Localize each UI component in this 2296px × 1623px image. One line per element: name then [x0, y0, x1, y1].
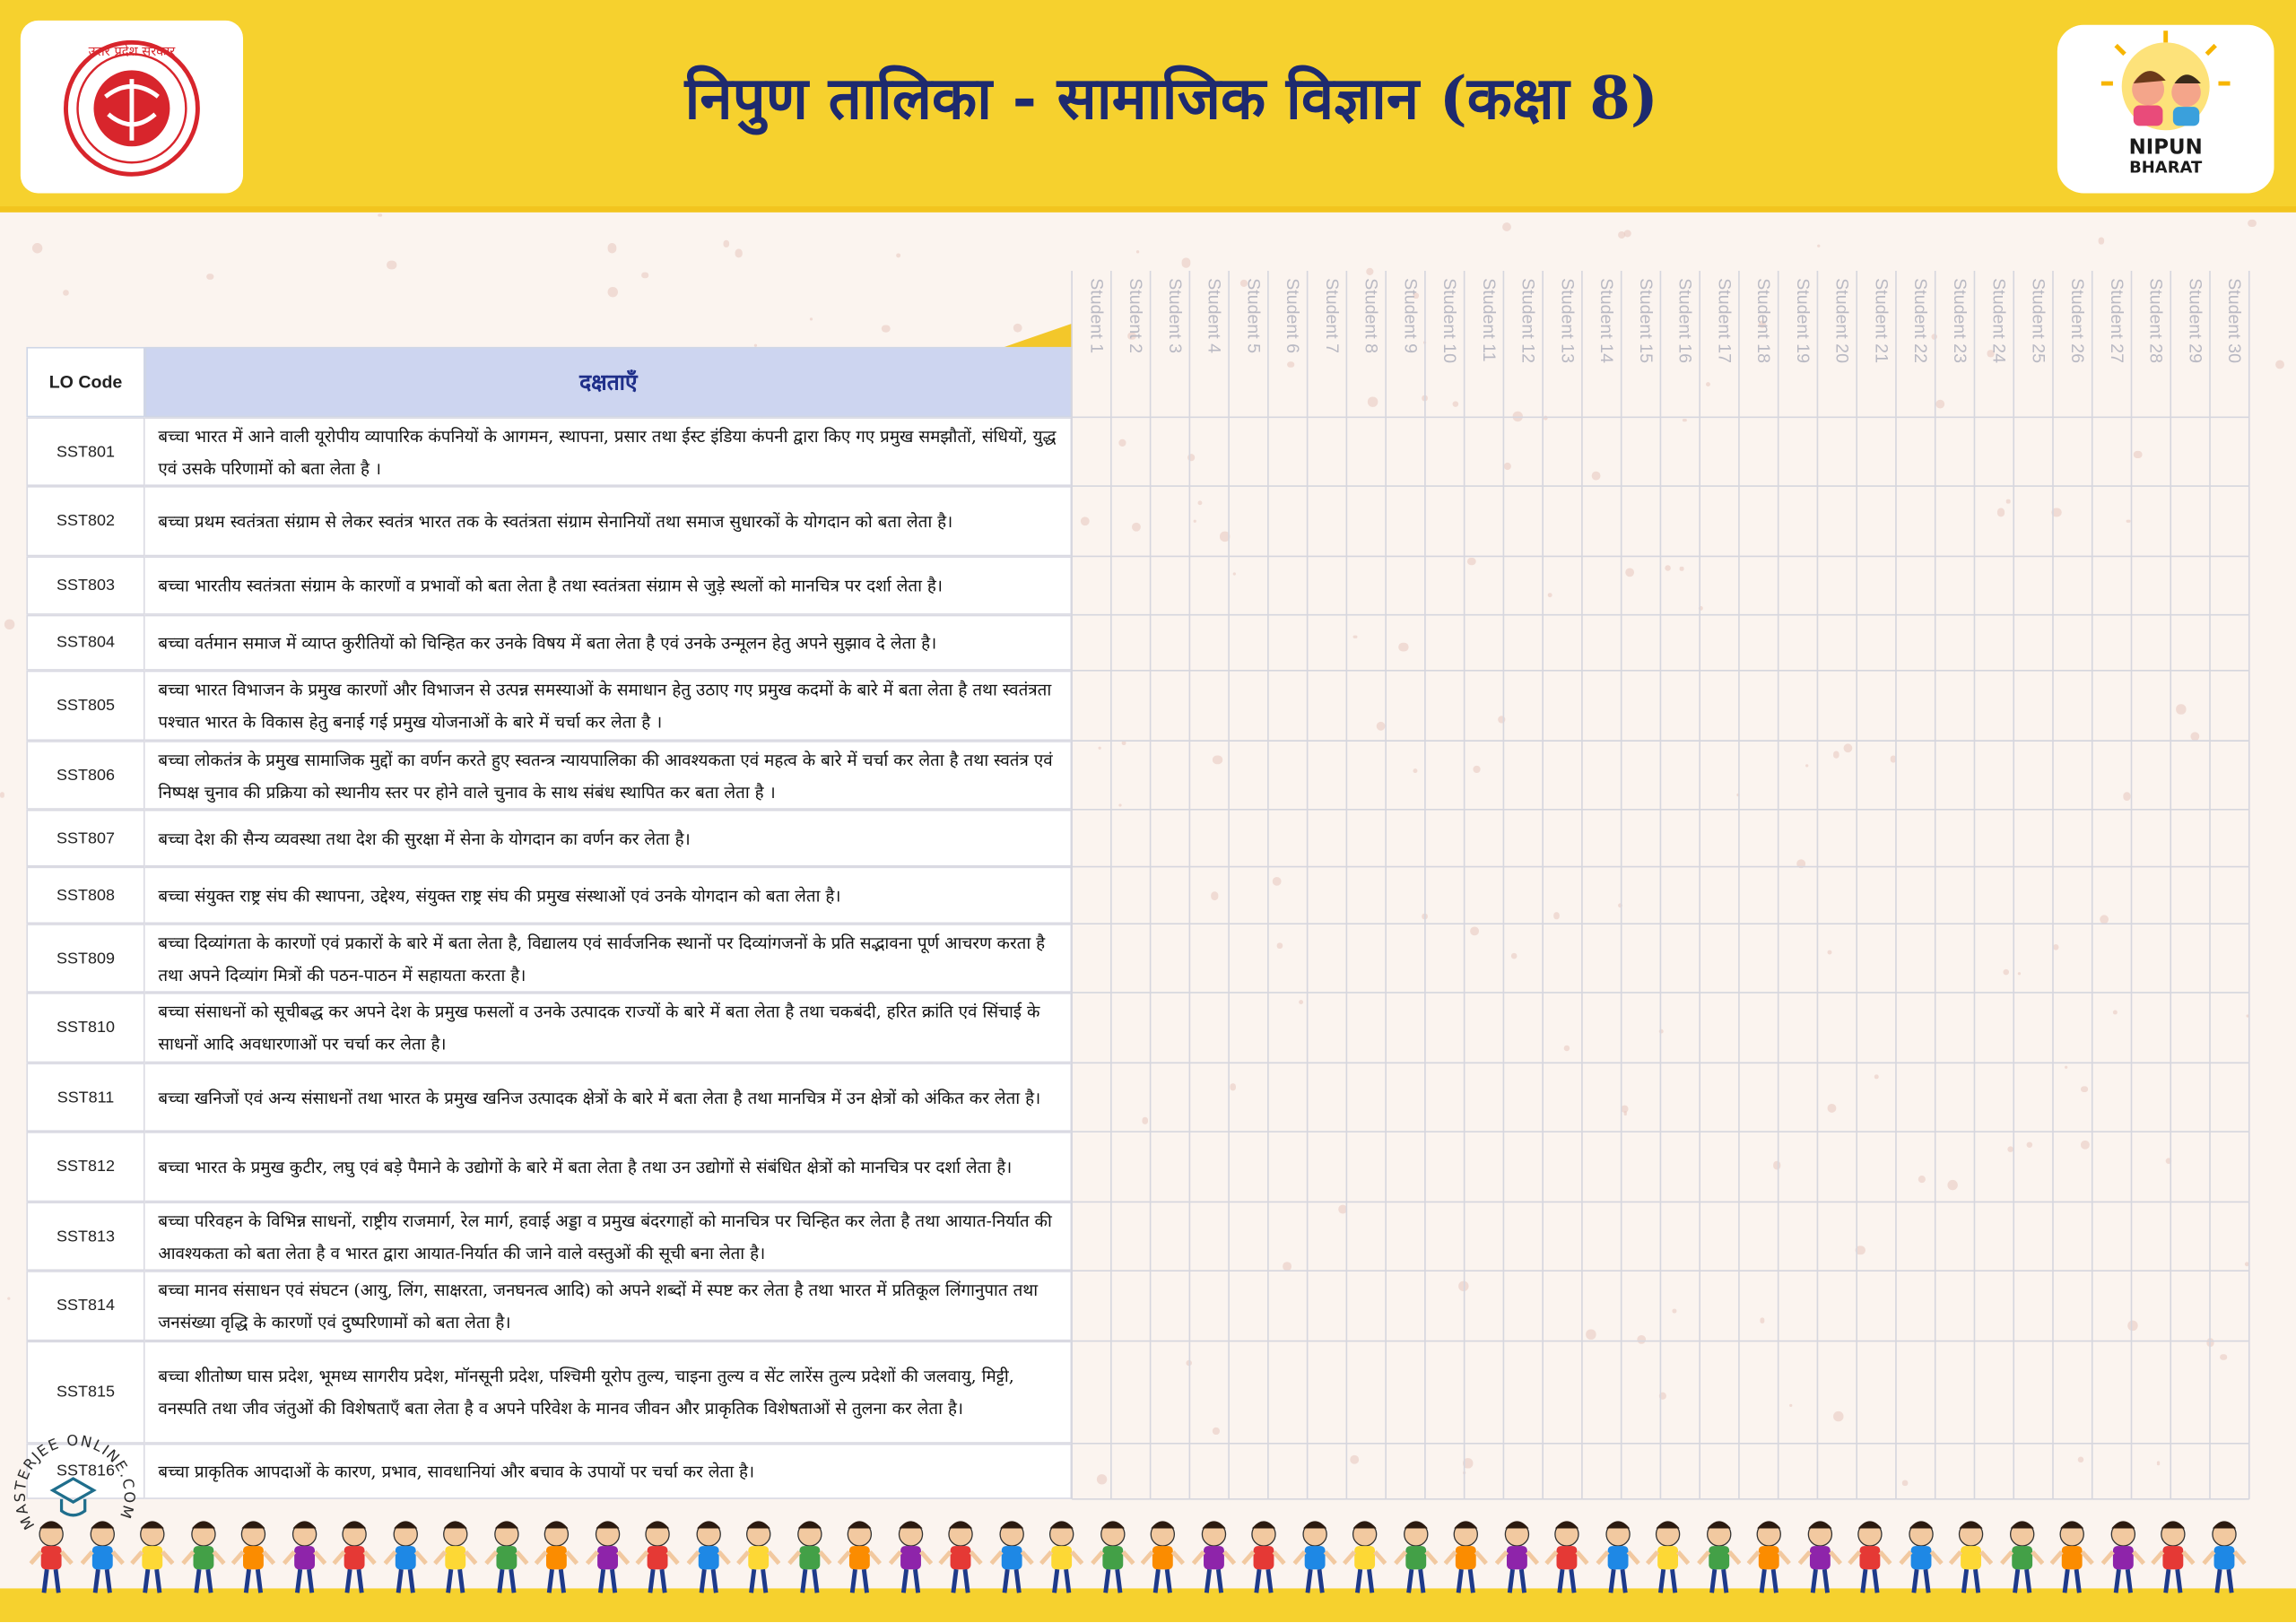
child-figure — [1444, 1520, 1488, 1601]
child-figure — [2151, 1520, 2195, 1601]
competency-text-cell: बच्चा परिवहन के विभिन्न साधनों, राष्ट्रीय राजमार्ग, रेल मार्ग, हवाई अड्डा व प्रमुख बंदरगाहों को मानचित्र पर चिन्हित कर लेता है तथा आयात-निर्यात की आवश्यकता को बता लेता है व भारत द्वारा आयात-निर्यात की जाने वाले वस्तुओं की सूची बना लेता है। — [145, 1202, 1072, 1271]
student-column-header: Student 6 — [1283, 278, 1304, 354]
student-column-header: Student 3 — [1164, 278, 1186, 354]
child-figure — [1696, 1520, 1740, 1601]
competency-text-cell: बच्चा वर्तमान समाज में व्याप्त कुरीतियों को चिन्हित कर उनके विषय में बता लेता है एवं उनके उन्मूलन हेतु अपने सुझाव दे लेता है। — [145, 615, 1072, 671]
page-title: निपुण तालिका - सामाजिक विज्ञान (कक्षा 8) — [684, 64, 1658, 134]
student-column-header: Student 19 — [1793, 278, 1813, 363]
lo-code-cell: SST804 — [26, 615, 144, 671]
lo-code-cell: SST813 — [26, 1202, 144, 1271]
student-column-header: Student 22 — [1910, 278, 1932, 363]
competency-text-cell: बच्चा संयुक्त राष्ट्र संघ की स्थापना, उद्देश्य, संयुक्त राष्ट्र संघ की प्रमुख संस्थाओं एवं उनके योगदान को बता लेता है। — [145, 867, 1072, 924]
skills-header: दक्षताएँ — [145, 347, 1072, 417]
lo-code-cell: SST809 — [26, 924, 144, 993]
student-column-header: Student 23 — [1950, 278, 1970, 363]
lo-code-cell: SST806 — [26, 741, 144, 810]
lo-code-cell: SST810 — [26, 993, 144, 1063]
student-column-header: Student 20 — [1831, 278, 1853, 363]
student-column-header: Student 28 — [2145, 278, 2167, 363]
child-figure — [838, 1520, 882, 1601]
child-figure — [989, 1520, 1033, 1601]
student-column-header: Student 16 — [1674, 278, 1696, 363]
lo-code-cell: SST816 — [26, 1444, 144, 1499]
student-column-header: Student 27 — [2107, 278, 2127, 363]
masterjee-watermark — [9, 1423, 141, 1555]
student-column-header: Student 9 — [1400, 278, 1422, 354]
lo-code-cell: SST801 — [26, 417, 144, 486]
student-column-header: Student 25 — [2028, 278, 2049, 363]
child-figure — [433, 1520, 477, 1601]
lo-code-cell: SST802 — [26, 486, 144, 556]
svg-text:NIPUN: NIPUN — [2128, 135, 2203, 160]
student-column-header: Student 7 — [1321, 278, 1343, 354]
child-figure — [585, 1520, 629, 1601]
child-figure — [1039, 1520, 1083, 1601]
child-figure — [535, 1520, 578, 1601]
competency-text-cell: बच्चा प्राकृतिक आपदाओं के कारण, प्रभाव, सावधानियां और बचाव के उपायों पर चर्चा कर लेता है। — [145, 1444, 1072, 1499]
child-figure — [888, 1520, 932, 1601]
child-figure — [1494, 1520, 1538, 1601]
competency-text-cell: बच्चा मानव संसाधन एवं संघटन (आयु, लिंग, साक्षरता, जनघनत्व आदि) को अपने शब्दों में स्पष्ट कर लेता है तथा भारत में प्रतिकूल लिंगानुपात तथा जनसंख्या वृद्धि के कारणों एवं दुष्परिणामों को बता लेता है। — [145, 1271, 1072, 1341]
child-figure — [1999, 1520, 2043, 1601]
child-figure — [333, 1520, 377, 1601]
child-figure — [181, 1520, 225, 1601]
child-figure — [2050, 1520, 2094, 1601]
lo-code-cell: SST808 — [26, 867, 144, 924]
lo-code-cell: SST803 — [26, 556, 144, 614]
svg-text:MASTERJEE ONLINE.COM: MASTERJEE ONLINE.COM — [11, 1431, 139, 1533]
child-figure — [383, 1520, 427, 1601]
child-figure — [1191, 1520, 1235, 1601]
child-figure — [1848, 1520, 1892, 1601]
student-column-header: Student 21 — [1871, 278, 1892, 363]
student-column-header: Student 15 — [1635, 278, 1657, 363]
competency-text-cell: बच्चा दिव्यांगता के कारणों एवं प्रकारों के बारे में बता लेता है, विद्यालय एवं सार्वजनिक स्थानों पर दिव्यांगजनों के प्रति सद्भावना पूर्ण आचरण करता है तथा अपने दिव्यांग मित्रों की पठन-पाठन में सहायता करता है। — [145, 924, 1072, 993]
svg-text:BHARAT: BHARAT — [2129, 158, 2203, 178]
child-figure — [1596, 1520, 1639, 1601]
student-column-header: Student 26 — [2067, 278, 2089, 363]
child-figure — [1899, 1520, 1943, 1601]
student-column-header: Student 29 — [2185, 278, 2206, 363]
lo-code-cell: SST812 — [26, 1132, 144, 1202]
lo-code-cell: SST807 — [26, 810, 144, 867]
lo-code-cell: SST814 — [26, 1271, 144, 1341]
child-figure — [1949, 1520, 1993, 1601]
competency-text-cell: बच्चा भारत के प्रमुख कुटीर, लघु एवं बड़े पैमाने के उद्योगों के बारे में बता लेता है तथा उन उद्योगों से संबंधित क्षेत्रों को मानचित्र पर दर्शा लेता है। — [145, 1132, 1072, 1202]
child-figure — [1544, 1520, 1588, 1601]
child-figure — [1292, 1520, 1336, 1601]
lo-code-cell: SST815 — [26, 1341, 144, 1444]
child-figure — [282, 1520, 326, 1601]
competency-text-cell: बच्चा देश की सैन्य व्यवस्था तथा देश की सुरक्षा में सेना के योगदान का वर्णन कर लेता है। — [145, 810, 1072, 867]
competency-text-cell: बच्चा शीतोष्ण घास प्रदेश, भूमध्य सागरीय प्रदेश, मॉनसूनी प्रदेश, पश्चिमी यूरोप तुल्य, चाइना तुल्य व सेंट लारेंस तुल्य प्रदेशों की जलवायु, मिट्टी, वनस्पति तथा जीव जंतुओं की विशेषताएँ बता लेता है व अपने परिवेश के मानव जीवन और प्राकृतिक विशेषताओं से तुलना कर लेता है। — [145, 1341, 1072, 1444]
student-column-header: Student 8 — [1361, 278, 1382, 354]
student-column-header: Student 5 — [1243, 278, 1265, 354]
student-column-header: Student 14 — [1596, 278, 1618, 363]
child-figure — [736, 1520, 780, 1601]
child-figure — [1393, 1520, 1437, 1601]
competency-text-cell: बच्चा भारत विभाजन के प्रमुख कारणों और विभाजन से उत्पन्न समस्याओं के समाधान हेतु उठाए गए प्रमुख कदमों के बारे में बता लेता है तथा स्वतंत्रता पश्चात भारत के विकास हेतु बनाई गई प्रमुख योजनाओं के बारे में चर्चा कर लेता है । — [145, 671, 1072, 741]
child-figure — [1241, 1520, 1285, 1601]
student-column-header: Student 17 — [1714, 278, 1735, 363]
lo-code-cell: SST805 — [26, 671, 144, 741]
student-column-header: Student 12 — [1518, 278, 1539, 363]
child-figure — [1646, 1520, 1690, 1601]
child-figure — [1797, 1520, 1841, 1601]
student-column-header: Student 4 — [1204, 278, 1225, 354]
competency-text-cell: बच्चा खनिजों एवं अन्य संसाधनों तथा भारत के प्रमुख खनिज उत्पादक क्षेत्रों के बारे में बता लेता है तथा मानचित्र में उन क्षेत्रों को अंकित कर लेता है। — [145, 1063, 1072, 1132]
competency-text-cell: बच्चा भारतीय स्वतंत्रता संग्राम के कारणों व प्रभावों को बता लेता है तथा स्वतंत्रता संग्राम से जुड़े स्थलों को मानचित्र पर दर्शा लेता है। — [145, 556, 1072, 614]
child-figure — [787, 1520, 831, 1601]
child-figure — [2202, 1520, 2246, 1601]
child-figure — [1091, 1520, 1135, 1601]
svg-text:उत्तर प्रदेश सरकार: उत्तर प्रदेश सरकार — [88, 44, 176, 60]
student-column-header: Student 30 — [2224, 278, 2246, 363]
child-figure — [1141, 1520, 1185, 1601]
lo-code-header: LO Code — [26, 347, 144, 417]
student-column-header: Student 1 — [1086, 278, 1108, 354]
child-figure — [484, 1520, 528, 1601]
student-column-header: Student 10 — [1439, 278, 1461, 363]
lo-code-cell: SST811 — [26, 1063, 144, 1132]
student-column-header: Student 11 — [1478, 278, 1500, 362]
student-column-header: Student 2 — [1126, 278, 1147, 354]
child-figure — [2100, 1520, 2144, 1601]
student-column-header: Student 24 — [1988, 278, 2010, 363]
child-figure — [939, 1520, 983, 1601]
competency-text-cell: बच्चा प्रथम स्वतंत्रता संग्राम से लेकर स्वतंत्र भारत तक के स्वतंत्रता संग्राम सेनानियों तथा समाज सुधारकों के योगदान को बता लेता है। — [145, 486, 1072, 556]
child-figure — [231, 1520, 275, 1601]
child-figure — [636, 1520, 680, 1601]
competency-text-cell: बच्चा लोकतंत्र के प्रमुख सामाजिक मुद्दों का वर्णन करते हुए स्वतन्त्र न्यायपालिका की आवश्यकता एवं महत्व के बारे में चर्चा कर लेता है तथा स्वतंत्र एवं निष्पक्ष चुनाव की प्रक्रिया को स्थानीय स्तर पर होने वाले चुनाव के साथ संबंध स्थापित कर बता लेता है । — [145, 741, 1072, 810]
student-column-header: Student 18 — [1753, 278, 1775, 363]
child-figure — [686, 1520, 730, 1601]
child-figure — [1343, 1520, 1387, 1601]
competency-text-cell: बच्चा भारत में आने वाली यूरोपीय व्यापारिक कंपनियों के आगमन, स्थापना, प्रसार तथा ईस्ट इंडिया कंपनी द्वारा किए गए प्रमुख समझौतों, संधियों, युद्ध एवं उसके परिणामों को बता लेता है । — [145, 417, 1072, 486]
competency-text-cell: बच्चा संसाधनों को सूचीबद्ध कर अपने देश के प्रमुख फसलों व उनके उत्पादक राज्यों के बारे में बता लेता है तथा चकबंदी, हरित क्रांति एवं सिंचाई के साधनों आदि अवधारणाओं पर चर्चा कर लेता है। — [145, 993, 1072, 1063]
student-column-header: Student 13 — [1557, 278, 1578, 363]
child-figure — [1747, 1520, 1791, 1601]
